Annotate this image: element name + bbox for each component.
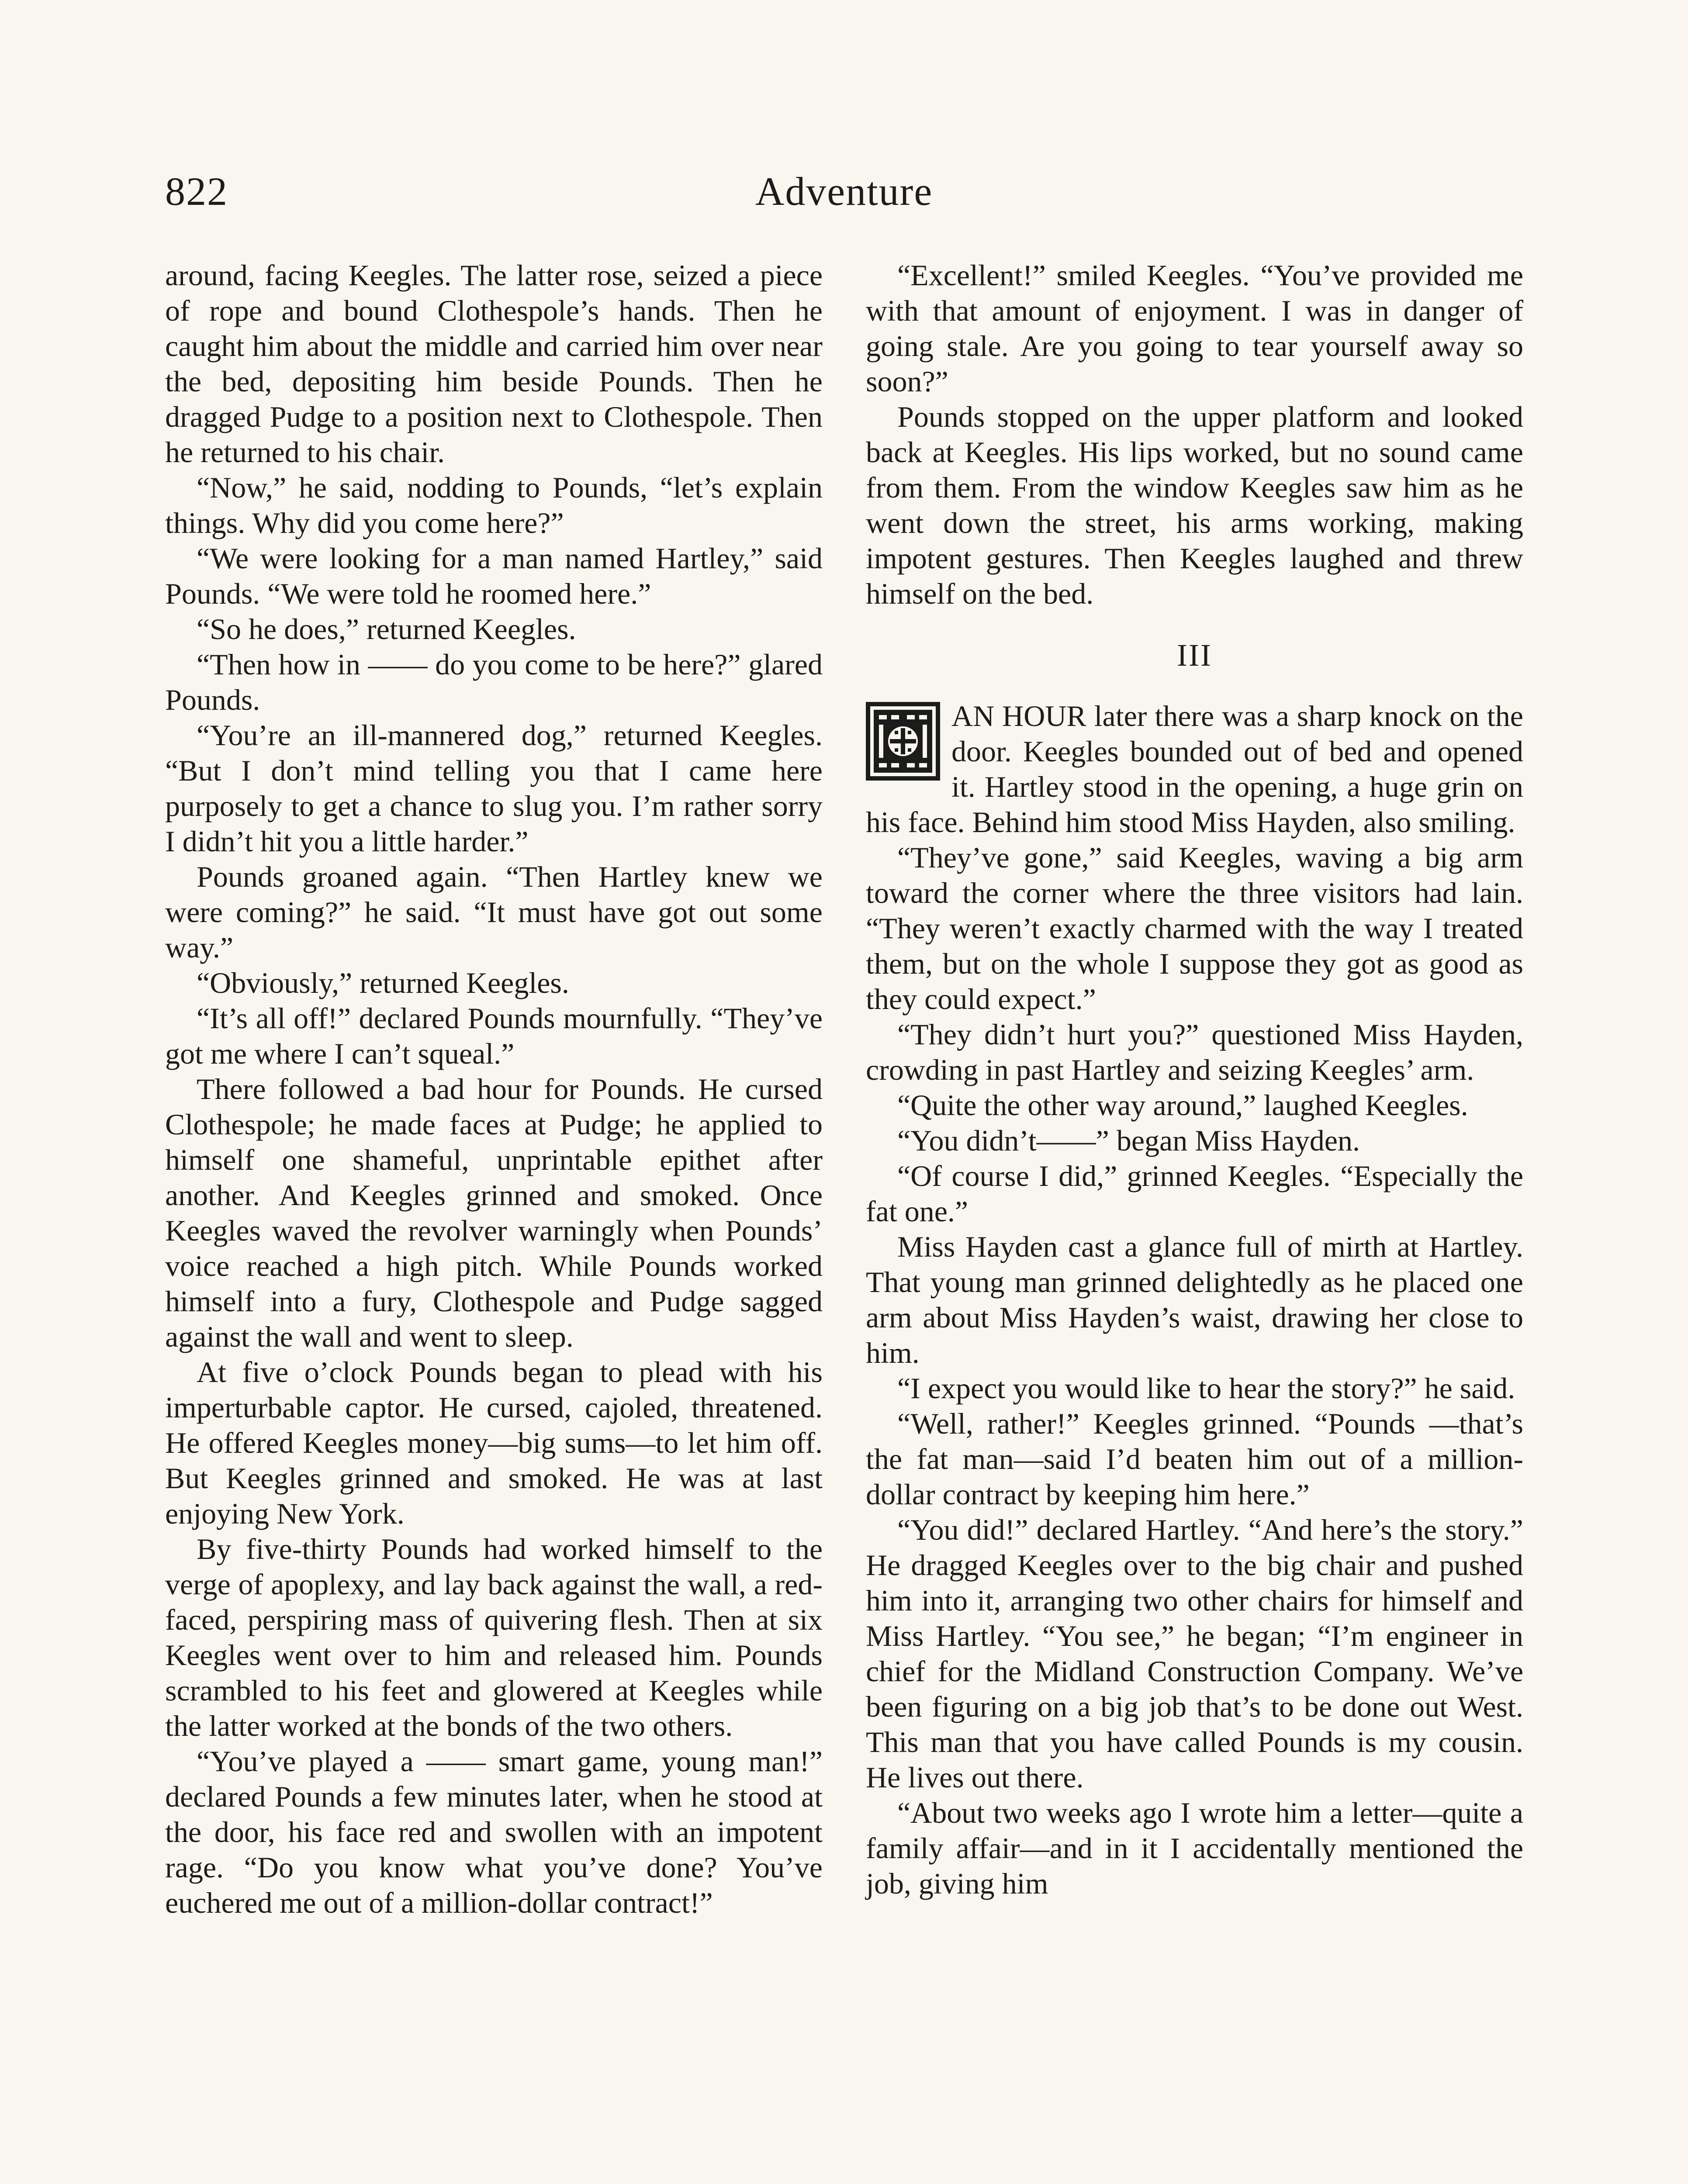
paragraph: Pounds stopped on the upper platform and looked back at Keegles. His lips worked, but no sound came from them. From the window Keegles saw him as he went down the street, his arms working, making impotent gestures. Then Keegles laughed and threw himself on the bed.: [866, 400, 1523, 610]
paragraph: “We were looking for a man named Hartley,” said Pounds. “We were told he roomed here.”: [165, 542, 823, 610]
running-title: Adventure: [755, 169, 933, 214]
paragraph: “They’ve gone,” said Keegles, waving a big arm toward the corner where the three visitors had lain. “They weren’t exactly charmed with the way I treated them, but on the whole I suppose they got as good as they could expect.”: [866, 841, 1523, 1016]
paragraph: By five-thirty Pounds had worked himself to the verge of apoplexy, and lay back against the wall, a red-faced, perspiring mass of quivering flesh. Then at six Keegles went over to him and released him. Pounds scrambled to his feet and glowered at Keegles while the latter worked at the bonds of the two others.: [165, 1532, 823, 1742]
ornamental-initial-icon: [866, 702, 940, 781]
paragraph: “Obviously,” returned Keegles.: [197, 966, 569, 999]
paragraph: “I expect you would like to hear the story?” he said.: [897, 1372, 1515, 1405]
paragraph: “About two weeks ago I wrote him a letter—quite a family affair—and in it I accidentally mentioned the job, giving him: [866, 1796, 1523, 1900]
paragraph: “You’ve played a —— smart game, young man!” declared Pounds a few minutes later, when he stood at the door, his face red and swollen with an impotent rage. “Do you know what you’ve done? You’ve euchered me out of a million-dollar contract!”: [165, 1745, 823, 1919]
left-column: [165, 258, 823, 1921]
right-column: [866, 258, 1523, 1901]
paragraph: “You did!” declared Hartley. “And here’s the story.” He dragged Keegles over to the big chair and pushed him into it, arranging two other chairs for himself and Miss Hartley. “You see,” he began; “I’m engineer in chief for the Midland Construction Company. We’ve been figuring on a big job that’s to be done out West. This man that you have called Pounds is my cousin. He lives out there.: [866, 1513, 1523, 1794]
paragraph: At five o’clock Pounds began to plead with his imperturbable captor. He cursed, cajoled, threatened. He offered Keegles money—big sums—to let him off. But Keegles grinned and smoked. He was at last enjoying New York.: [165, 1355, 823, 1530]
paragraph: “You’re an ill-mannered dog,” returned Keegles. “But I don’t mind telling you that I came here purposely to get a chance to slug you. I’m rather sorry I didn’t hit you a little harder.”: [165, 719, 823, 858]
dropcap-paragraph-text: AN HOUR later there was a sharp knock on the door. Keegles bounded out of bed and opened it. Hartley stood in the opening, a huge grin on his face. Behind him stood Miss Hayden, also smiling.: [866, 699, 1523, 839]
paragraph: “They didn’t hurt you?” questioned Miss Hayden, crowding in past Hartley and seizing Keegles’ arm.: [866, 1018, 1523, 1086]
paragraph: around, facing Keegles. The latter rose, seized a piece of rope and bound Clothespole’s hands. Then he caught him about the middle and carried him over near the bed, depositing him beside Pounds. Then he dragged Pudge to a position next to Clothespole. Then he returned to his chair.: [165, 259, 823, 469]
paragraph: “Now,” he said, nodding to Pounds, “let’s explain things. Why did you come here?”: [165, 471, 823, 539]
page-number: 822: [165, 169, 228, 214]
paragraph: “You didn’t——” began Miss Hayden.: [897, 1124, 1360, 1157]
paragraph: “So he does,” returned Keegles.: [197, 612, 576, 646]
dropcap-paragraph: [866, 698, 1523, 840]
page-header: [165, 168, 1523, 225]
paragraph: “Quite the other way around,” laughed Keegles.: [897, 1089, 1468, 1122]
paragraph: “Excellent!” smiled Keegles. “You’ve provided me with that amount of enjoyment. I was in danger of going stale. Are you going to tear yourself away so soon?”: [866, 259, 1523, 398]
paragraph: “Then how in —— do you come to be here?” glared Pounds.: [165, 648, 823, 716]
paragraph: “Of course I did,” grinned Keegles. “Especially the fat one.”: [866, 1159, 1523, 1228]
paragraph: “It’s all off!” declared Pounds mournfully. “They’ve got me where I can’t squeal.”: [165, 1002, 823, 1070]
section-heading: III: [1177, 638, 1212, 673]
paragraph: Miss Hayden cast a glance full of mirth at Hartley. That young man grinned delightedly as he placed one arm about Miss Hayden’s waist, drawing her close to him.: [866, 1230, 1523, 1369]
paragraph: “Well, rather!” Keegles grinned. “Pounds —that’s the fat man—said I’d beaten him out of a million-dollar contract by keeping him here.”: [866, 1407, 1523, 1511]
paragraph: Pounds groaned again. “Then Hartley knew we were coming?” he said. “It must have got out some way.”: [165, 860, 823, 964]
paragraph: There followed a bad hour for Pounds. He cursed Clothespole; he made faces at Pudge; he applied to himself one shameful, unprintable epithet after another. And Keegles grinned and smoked. Once Keegles waved the revolver warningly when Pounds’ voice reached a high pitch. While Pounds worked himself into a fury, Clothespole and Pudge sagged against the wall and went to sleep.: [165, 1072, 823, 1353]
